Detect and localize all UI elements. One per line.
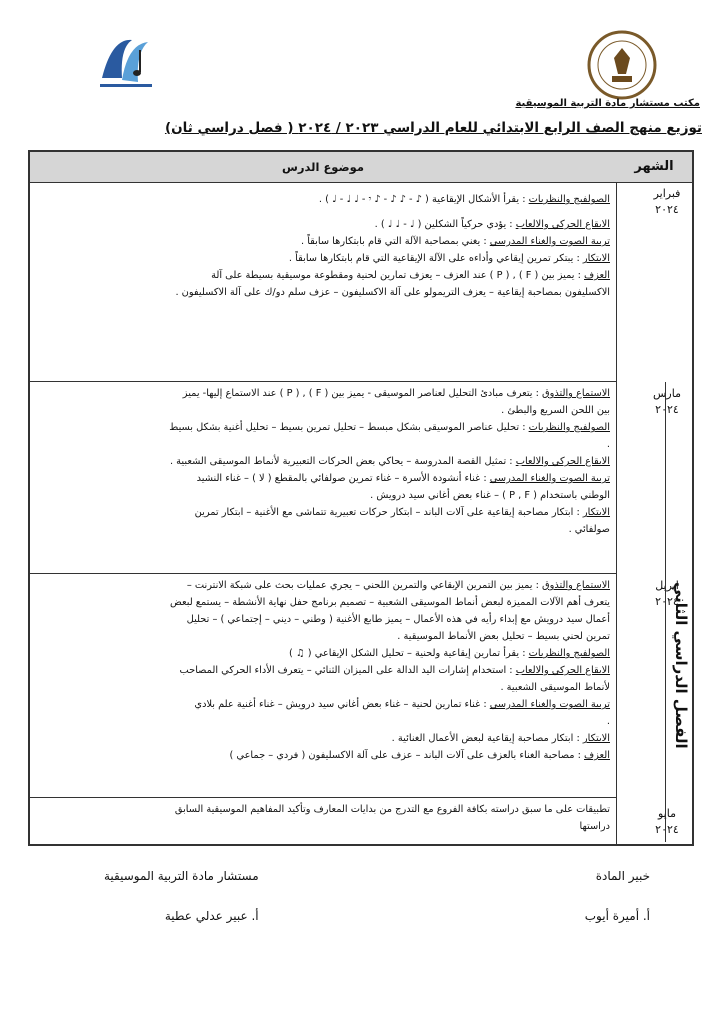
- term-cell: [665, 382, 692, 842]
- content-line: [36, 470, 610, 487]
- line-heading: الصولفيج والنظريات: [528, 194, 610, 205]
- content-line: [36, 191, 610, 208]
- table-row: [30, 574, 679, 798]
- content-line: [36, 628, 610, 645]
- content-line: [36, 284, 610, 301]
- music-education-logo: [92, 28, 160, 96]
- expert-name: أ. أميرة أيوب: [584, 909, 650, 923]
- line-text: .: [606, 716, 610, 727]
- content-line: [36, 696, 610, 713]
- content-line: [36, 594, 610, 611]
- content-line: [36, 747, 610, 764]
- line-text: : استخدام إشارات اليد الدالة على الميزان الثنائي – يتعرف الأداء الحركي المصاحب: [179, 665, 516, 676]
- month-year: ٢٠٢٤: [655, 595, 679, 608]
- line-text: : يتعرف مبادئ التحليل لعناصر الموسيقى - يميز بين ( F ) , ( P ) عند الاستماع إليها- يميز: [182, 388, 543, 399]
- line-text: : يقرأ الأشكال الإيقاعية ( ♪ - ♪ ♪ - ♪ 𝄾 - ♩ ♩ - ♩ ) .: [318, 194, 529, 205]
- line-text: يتعرف أهم الآلات المميزة لبعض أنماط الموسيقى الشعبية – تصميم برنامج حفل نهاية الأنشطة – يستمع لبعض: [170, 597, 610, 608]
- content-line: [36, 611, 610, 628]
- content-line: [36, 267, 610, 284]
- line-heading: الايقاع الحركي والالعاب: [515, 219, 610, 230]
- line-heading: الابتكار: [582, 733, 610, 744]
- row-content: [36, 385, 610, 538]
- table-row: [30, 382, 681, 574]
- month-name: فبراير: [653, 187, 681, 200]
- line-text: صولفائي .: [568, 524, 610, 535]
- content-line: [36, 679, 610, 696]
- line-heading: الصولفيج والنظريات: [528, 648, 610, 659]
- page-title: توزيع منهج الصف الرابع الابتدائي للعام الدراسي ٢٠٢٣ / ٢٠٢٤ ( فصل دراسي ثان): [164, 120, 702, 136]
- line-text: : تحليل عناصر الموسيقى بشكل مبسط – تحليل تمرين بسيط – تحليل أغنية بشكل بسيط: [169, 422, 529, 433]
- month-name: مايو: [658, 807, 676, 820]
- row-content: [36, 185, 610, 301]
- line-text: : يغني بمصاحبة الآلة التي قام بابتكارها سابقاً .: [300, 236, 490, 247]
- line-heading: الابتكار: [582, 253, 610, 264]
- content-line: [36, 713, 610, 730]
- line-heading: الايقاع الحركي والالعاب: [515, 456, 610, 467]
- line-heading: الصولفيج والنظريات: [528, 422, 610, 433]
- content-line: [36, 233, 610, 250]
- content-line: [36, 577, 610, 594]
- line-text: بين اللحن السريع والبطئ .: [501, 405, 610, 416]
- line-text: .: [606, 439, 610, 450]
- line-heading: الايقاع الحركي والالعاب: [515, 665, 610, 676]
- line-text: : يميز بين ( F ) , ( P ) عند العزف – يعزف تمارين لحنية ومقطوعة موسيقية بسيطة على آلة: [211, 270, 584, 281]
- line-text: : ابتكار مصاحبة إيقاعية على آلات الباند – ابتكار حركات تعبيرية تتماشى مع الأغنية – ابتكار تمرين: [194, 507, 583, 518]
- advisor-signature: [104, 856, 259, 936]
- content-line: [36, 385, 610, 402]
- row-content: [36, 577, 610, 764]
- content-line: [36, 801, 610, 818]
- line-text: : غناء أنشودة الأسرة – غناء تمرين صولفائي بالمقطع ( لا ) – غناء النشيد: [196, 473, 490, 484]
- content-line: [36, 504, 610, 521]
- line-text: الوطني باستخدام ( P , F ) – غناء بعض أغاني سيد درويش .: [370, 490, 610, 501]
- expert-title: خبير المادة: [595, 869, 650, 883]
- line-text: : يؤدي حركياً الشكلين ( ♩ - ♩ ♩ ) .: [374, 219, 516, 230]
- line-heading: الابتكار: [582, 507, 610, 518]
- content-line: [36, 453, 610, 470]
- line-text: : غناء تمارين لحنية – غناء بعض أغاني سيد درويش – غناء أغنية علم بلادي: [194, 699, 490, 710]
- content-line: [36, 487, 610, 504]
- month-year: ٢٠٢٤: [655, 823, 679, 836]
- line-text: الاكسليفون بمصاحبة إيقاعية – يعزف التريمولو على آلة الاكسليفون – عزف سلم دو/ك على آلة الاكسليفون .: [175, 287, 610, 298]
- advisor-name: أ. عبير عدلي عطية: [164, 909, 259, 923]
- ministry-logo: [568, 28, 676, 102]
- advisor-title: مستشار مادة التربية الموسيقية: [104, 869, 259, 883]
- line-text: : مصاحبة الغناء بالعزف على آلات الباند – عزف على آلة الاكسليفون ( فردي – جماعي ): [229, 750, 584, 761]
- line-text: : تمثيل القصة المدروسة – يحاكي بعض الحركات التعبيرية لأنماط الموسيقى الشعبية .: [169, 456, 516, 467]
- month-column-header: الشهر: [634, 159, 674, 174]
- line-heading: الاستماع والتذوق: [542, 388, 610, 399]
- line-text: : يبتكر تمرين إيقاعي وأداءه على الآلة الإيقاعية التي قام بابتكارها سابقاً .: [288, 253, 583, 264]
- line-text: : يقرأ تمارين إيقاعية ولحنية – تحليل الشكل الإيقاعي ( ♫ ): [288, 648, 529, 659]
- content-line: [36, 216, 610, 233]
- content-line: [36, 436, 610, 453]
- table-header: [30, 152, 692, 183]
- topic-column-header: موضوع الدرس: [282, 160, 364, 174]
- term-label: الفصل الدراسي الثاني: [672, 582, 690, 749]
- office-name: مكتب مستشار مادة التربية الموسيقية: [515, 98, 700, 109]
- content-line: [36, 662, 610, 679]
- line-text: لأنماط الموسيقى الشعبية .: [500, 682, 610, 693]
- line-heading: تربية الصوت والغناء المدرسي: [489, 236, 610, 247]
- line-text: تمرين لحني بسيط – تحليل بعض الأنماط الموسيقية .: [397, 631, 610, 642]
- line-heading: تربية الصوت والغناء المدرسي: [489, 699, 610, 710]
- line-text: دراستها: [579, 821, 610, 832]
- content-line: [36, 521, 610, 538]
- line-text: : ابتكار مصاحبة إيقاعية لبعض الأعمال الغنائية .: [391, 733, 583, 744]
- content-line: [36, 419, 610, 436]
- line-heading: الاستماع والتذوق: [542, 580, 610, 591]
- row-month: [642, 186, 692, 218]
- line-text: أعمال سيد درويش مع إبداء رأيه في هذه الأعمال – يميز طابع الأغنية ( وطني – ديني – إجتماعي ) – تحليل: [186, 614, 610, 625]
- month-year: ٢٠٢٤: [655, 203, 679, 216]
- table-row: [30, 798, 679, 844]
- expert-signature: [585, 856, 650, 936]
- line-heading: العزف: [584, 270, 610, 281]
- content-line: [36, 250, 610, 267]
- curriculum-table: [28, 150, 694, 846]
- table-row: [30, 182, 681, 382]
- content-line: [36, 818, 610, 835]
- line-heading: تربية الصوت والغناء المدرسي: [489, 473, 610, 484]
- line-heading: العزف: [584, 750, 610, 761]
- content-line: [36, 730, 610, 747]
- month-name: مارس: [653, 387, 681, 400]
- line-text: : يميز بين التمرين الإيقاعي والتمرين اللحني – يجري عمليات بحث على شبكة الانترنت –: [186, 580, 543, 591]
- month-year: ٢٠٢٤: [655, 403, 679, 416]
- row-content: [36, 801, 610, 835]
- content-line: [36, 645, 610, 662]
- month-name: ابريل: [655, 579, 679, 592]
- content-line: [36, 402, 610, 419]
- spacer: [36, 208, 610, 216]
- month-column-divider: [616, 152, 617, 844]
- line-text: تطبيقات على ما سبق دراسته بكافة الفروع مع التدرج من بدايات المعارف وتأكيد المفاهيم الموسيقية السابق: [174, 804, 610, 815]
